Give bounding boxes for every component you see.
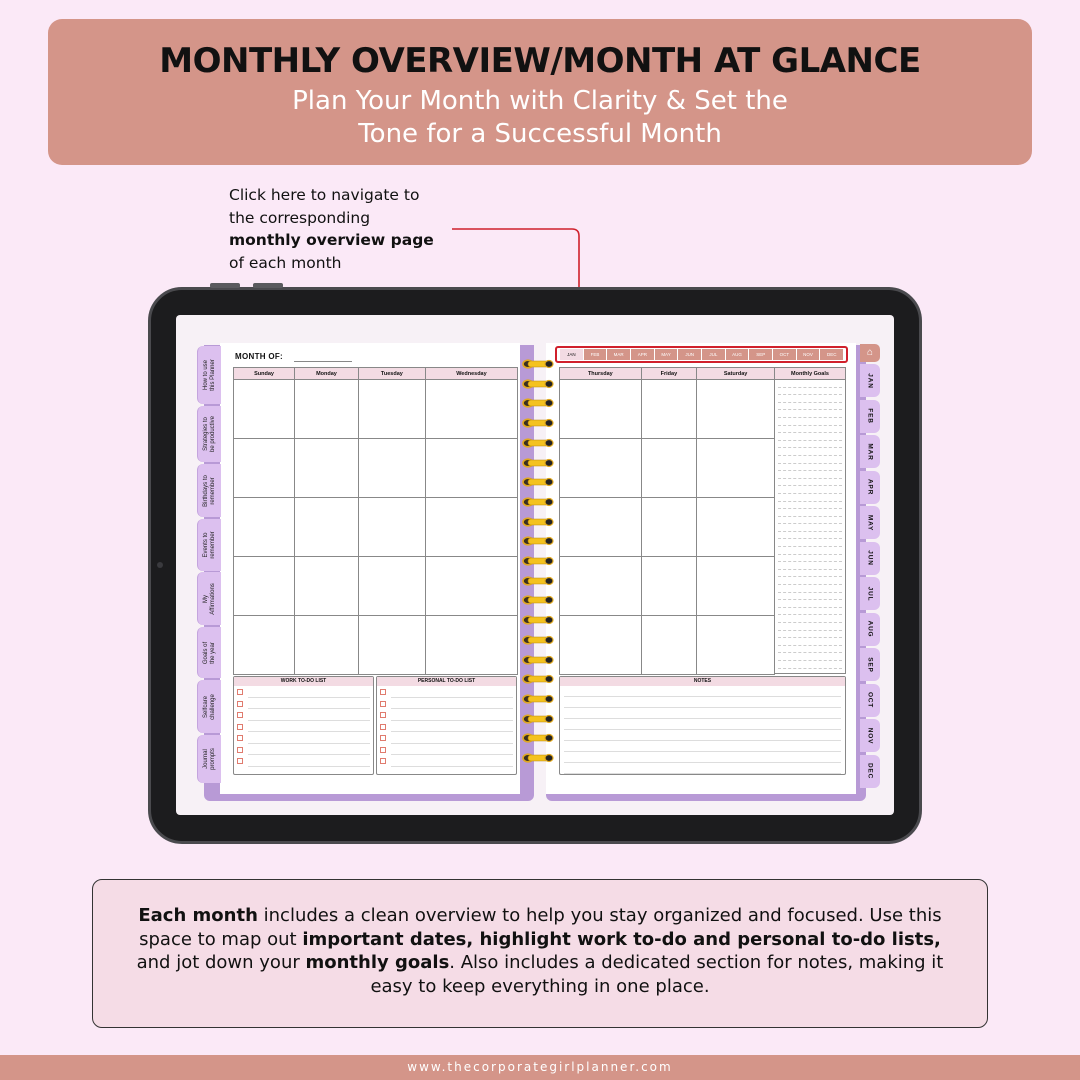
month-of-input[interactable] — [294, 361, 352, 362]
note-line[interactable] — [564, 708, 841, 719]
callout-text — [229, 184, 469, 274]
personal-todo-label: PERSONAL TO-DO LIST — [377, 677, 516, 686]
day-cell[interactable] — [358, 616, 425, 675]
spiral-ring — [521, 595, 555, 605]
note-line[interactable] — [564, 752, 841, 763]
day-cell[interactable] — [697, 380, 775, 439]
day-cell[interactable] — [425, 616, 517, 675]
checkbox[interactable] — [380, 758, 386, 764]
todo-row[interactable] — [248, 698, 370, 710]
todo-row[interactable] — [391, 686, 513, 698]
goal-line[interactable] — [778, 502, 842, 510]
spiral-ring — [521, 418, 555, 428]
info-box — [92, 879, 988, 1028]
day-cell[interactable] — [234, 557, 295, 616]
note-line[interactable] — [564, 763, 841, 774]
month-nav-jan[interactable]: JAN — [560, 349, 583, 360]
left-tab[interactable]: Journal prompts — [197, 735, 221, 783]
goal-line[interactable] — [778, 403, 842, 411]
checkbox[interactable] — [380, 747, 386, 753]
goal-line[interactable] — [778, 562, 842, 570]
day-header: Thursday — [560, 368, 642, 380]
camera-dot — [157, 562, 163, 568]
goal-line[interactable] — [778, 623, 842, 631]
note-line[interactable] — [564, 730, 841, 741]
todo-row[interactable] — [248, 721, 370, 733]
month-nav-aug[interactable]: AUG — [726, 349, 749, 360]
checkbox[interactable] — [380, 689, 386, 695]
spiral-ring — [521, 497, 555, 507]
day-cell[interactable] — [295, 616, 359, 675]
month-nav-sep[interactable]: SEP — [749, 349, 772, 360]
todo-row[interactable] — [391, 709, 513, 721]
spiral-ring — [521, 753, 555, 763]
month-nav-oct[interactable]: OCT — [773, 349, 796, 360]
month-nav-mar[interactable]: MAR — [607, 349, 630, 360]
spiral-ring — [521, 714, 555, 724]
left-tab[interactable]: Events to remember — [197, 519, 221, 571]
spiral-ring — [521, 536, 555, 546]
monthly-goals[interactable] — [774, 367, 846, 674]
monthly-goals-label: Monthly Goals — [775, 368, 845, 380]
day-cell[interactable] — [234, 439, 295, 498]
goal-line[interactable] — [778, 555, 842, 563]
day-cell[interactable] — [697, 616, 775, 675]
day-cell[interactable] — [560, 380, 642, 439]
info-text-1: includes a clean overview to help you stay organized and focused. — [257, 905, 864, 926]
goal-line[interactable] — [778, 494, 842, 502]
footer-url[interactable]: www.thecorporategirlplanner.com — [0, 1055, 1080, 1080]
spiral-ring — [521, 556, 555, 566]
todo-row[interactable] — [391, 698, 513, 710]
header-banner — [48, 19, 1032, 165]
day-cell[interactable] — [641, 557, 697, 616]
info-text-3: and jot down your — [136, 952, 306, 973]
note-line[interactable] — [564, 741, 841, 752]
notes-box[interactable] — [559, 676, 846, 775]
home-icon[interactable]: ⌂ — [860, 344, 880, 362]
goal-line[interactable] — [778, 646, 842, 654]
todo-row[interactable] — [248, 755, 370, 767]
day-cell[interactable] — [641, 616, 697, 675]
day-cell[interactable] — [560, 498, 642, 557]
goal-line[interactable] — [778, 585, 842, 593]
info-bold-2: important dates, highlight work to-do and personal to-do lists, — [302, 928, 941, 950]
day-cell[interactable] — [425, 439, 517, 498]
checkbox[interactable] — [237, 735, 243, 741]
goal-line[interactable] — [778, 395, 842, 403]
spiral-ring — [521, 733, 555, 743]
goal-line[interactable] — [778, 410, 842, 418]
checkbox[interactable] — [237, 712, 243, 718]
info-text-2: Use this space to map out — [139, 905, 942, 950]
goal-line[interactable] — [778, 380, 842, 388]
todo-row[interactable] — [248, 709, 370, 721]
day-cell[interactable] — [234, 380, 295, 439]
spiral-ring — [521, 517, 555, 527]
checkbox[interactable] — [237, 758, 243, 764]
right-tab-jul[interactable]: JUL — [860, 577, 880, 610]
day-cell[interactable] — [295, 380, 359, 439]
day-header: Saturday — [697, 368, 775, 380]
spiral-ring — [521, 477, 555, 487]
goal-line[interactable] — [778, 661, 842, 669]
checkbox[interactable] — [237, 701, 243, 707]
right-tab-mar[interactable]: MAR — [860, 435, 880, 468]
day-cell[interactable] — [295, 557, 359, 616]
left-tab[interactable]: My Affirmations — [197, 572, 221, 625]
right-tab-jan[interactable]: JAN — [860, 364, 880, 397]
day-cell[interactable] — [295, 439, 359, 498]
spiral-ring — [521, 674, 555, 684]
left-tab[interactable]: How to use this Planner — [197, 346, 221, 404]
goal-line[interactable] — [778, 418, 842, 426]
left-tab[interactable]: Strategies to be productive — [197, 406, 221, 462]
spiral-ring — [521, 359, 555, 369]
todo-row[interactable] — [391, 744, 513, 756]
month-navigation-bar — [555, 346, 848, 363]
goal-line[interactable] — [778, 441, 842, 449]
right-tab-feb[interactable]: FEB — [860, 400, 880, 433]
page-title: MONTHLY OVERVIEW/MONTH AT GLANCE — [159, 41, 921, 81]
personal-todo-list[interactable] — [376, 676, 517, 775]
day-header: Sunday — [234, 368, 295, 380]
month-of-label: MONTH OF: — [235, 352, 284, 361]
left-tab[interactable]: Selfcare challenge — [197, 680, 221, 733]
spiral-ring — [521, 398, 555, 408]
right-tab-may[interactable]: MAY — [860, 506, 880, 539]
day-cell[interactable] — [697, 557, 775, 616]
goal-line[interactable] — [778, 464, 842, 472]
goal-line[interactable] — [778, 577, 842, 585]
checkbox[interactable] — [380, 724, 386, 730]
todo-row[interactable] — [391, 732, 513, 744]
tablet-button — [253, 283, 283, 288]
checkbox[interactable] — [380, 701, 386, 707]
day-header: Wednesday — [425, 368, 517, 380]
goal-line[interactable] — [778, 608, 842, 616]
goal-line[interactable] — [778, 539, 842, 547]
note-line[interactable] — [564, 719, 841, 730]
goal-line[interactable] — [778, 638, 842, 646]
todo-row[interactable] — [248, 732, 370, 744]
spiral-ring — [521, 694, 555, 704]
todo-row[interactable] — [391, 755, 513, 767]
goal-line[interactable] — [778, 517, 842, 525]
day-header: Tuesday — [358, 368, 425, 380]
todo-row[interactable] — [391, 721, 513, 733]
work-todo-label: WORK TO-DO LIST — [234, 677, 373, 686]
spiral-ring — [521, 635, 555, 645]
goal-line[interactable] — [778, 388, 842, 396]
goal-line[interactable] — [778, 471, 842, 479]
day-cell[interactable] — [425, 498, 517, 557]
checkbox[interactable] — [380, 735, 386, 741]
right-tab-jun[interactable]: JUN — [860, 542, 880, 575]
goal-line[interactable] — [778, 426, 842, 434]
goal-line[interactable] — [778, 600, 842, 608]
goal-line[interactable] — [778, 631, 842, 639]
goal-line[interactable] — [778, 433, 842, 441]
checkbox[interactable] — [380, 712, 386, 718]
info-bold-1: Each month — [138, 905, 258, 926]
work-todo-list[interactable] — [233, 676, 374, 775]
day-cell[interactable] — [358, 380, 425, 439]
goal-line[interactable] — [778, 570, 842, 578]
right-tab-oct[interactable]: OCT — [860, 684, 880, 717]
note-line[interactable] — [564, 697, 841, 708]
day-cell[interactable] — [560, 616, 642, 675]
spiral-ring — [521, 379, 555, 389]
goal-line[interactable] — [778, 524, 842, 532]
day-cell[interactable] — [425, 557, 517, 616]
goal-line[interactable] — [778, 547, 842, 555]
day-header: Friday — [641, 368, 697, 380]
day-cell[interactable] — [641, 380, 697, 439]
day-cell[interactable] — [358, 498, 425, 557]
goal-line[interactable] — [778, 486, 842, 494]
goal-line[interactable] — [778, 448, 842, 456]
goal-line[interactable] — [778, 593, 842, 601]
callout-line-1: Click here to navigate to — [229, 186, 420, 204]
day-cell[interactable] — [697, 498, 775, 557]
month-nav-jun[interactable]: JUN — [678, 349, 701, 360]
notes-label: NOTES — [560, 677, 845, 686]
checkbox[interactable] — [237, 724, 243, 730]
calendar-left — [233, 367, 518, 675]
checkbox[interactable] — [237, 689, 243, 695]
goal-line[interactable] — [778, 615, 842, 623]
info-bold-3: monthly goals — [305, 952, 450, 973]
callout-line-2: the corresponding — [229, 208, 371, 227]
spiral-ring — [521, 458, 555, 468]
day-cell[interactable] — [295, 498, 359, 557]
subtitle-line-2: Tone for a Successful Month — [358, 119, 722, 149]
spiral-ring — [521, 615, 555, 625]
goal-line[interactable] — [778, 456, 842, 464]
month-nav-dec[interactable]: DEC — [820, 349, 843, 360]
left-tab[interactable]: Goals of the year — [197, 627, 221, 678]
month-nav-apr[interactable]: APR — [631, 349, 654, 360]
month-nav-nov[interactable]: NOV — [797, 349, 820, 360]
goal-line[interactable] — [778, 532, 842, 540]
right-tab-nov[interactable]: NOV — [860, 719, 880, 752]
month-nav-feb[interactable]: FEB — [584, 349, 607, 360]
day-cell[interactable] — [560, 439, 642, 498]
goal-line[interactable] — [778, 653, 842, 661]
spiral-ring — [521, 438, 555, 448]
todo-row[interactable] — [248, 744, 370, 756]
day-cell[interactable] — [697, 439, 775, 498]
right-tab-apr[interactable]: APR — [860, 471, 880, 504]
callout-line-3: monthly overview page — [229, 231, 434, 249]
tablet-button — [210, 283, 240, 288]
goal-line[interactable] — [778, 479, 842, 487]
day-cell[interactable] — [641, 439, 697, 498]
info-text-4: . Also includes a dedicated section for notes, making it easy to keep everything in one place. — [370, 952, 944, 997]
month-nav-may[interactable]: MAY — [655, 349, 678, 360]
day-cell[interactable] — [560, 557, 642, 616]
note-line[interactable] — [564, 686, 841, 697]
right-tab-dec[interactable]: DEC — [860, 755, 880, 788]
checkbox[interactable] — [237, 747, 243, 753]
day-cell[interactable] — [234, 616, 295, 675]
day-header: Monday — [295, 368, 359, 380]
right-tab-aug[interactable]: AUG — [860, 613, 880, 646]
calendar-right — [559, 367, 775, 675]
month-nav-jul[interactable]: JUL — [702, 349, 725, 360]
day-cell[interactable] — [358, 439, 425, 498]
day-cell[interactable] — [234, 498, 295, 557]
right-tab-sep[interactable]: SEP — [860, 648, 880, 681]
spiral-ring — [521, 576, 555, 586]
callout-line-4: of each month — [229, 253, 342, 272]
left-tab[interactable]: Birthdays to remember — [197, 464, 221, 517]
subtitle-line-1: Plan Your Month with Clarity & Set the — [292, 86, 788, 116]
goal-line[interactable] — [778, 509, 842, 517]
spiral-ring — [521, 655, 555, 665]
day-cell[interactable] — [641, 498, 697, 557]
day-cell[interactable] — [358, 557, 425, 616]
day-cell[interactable] — [425, 380, 517, 439]
todo-row[interactable] — [248, 686, 370, 698]
